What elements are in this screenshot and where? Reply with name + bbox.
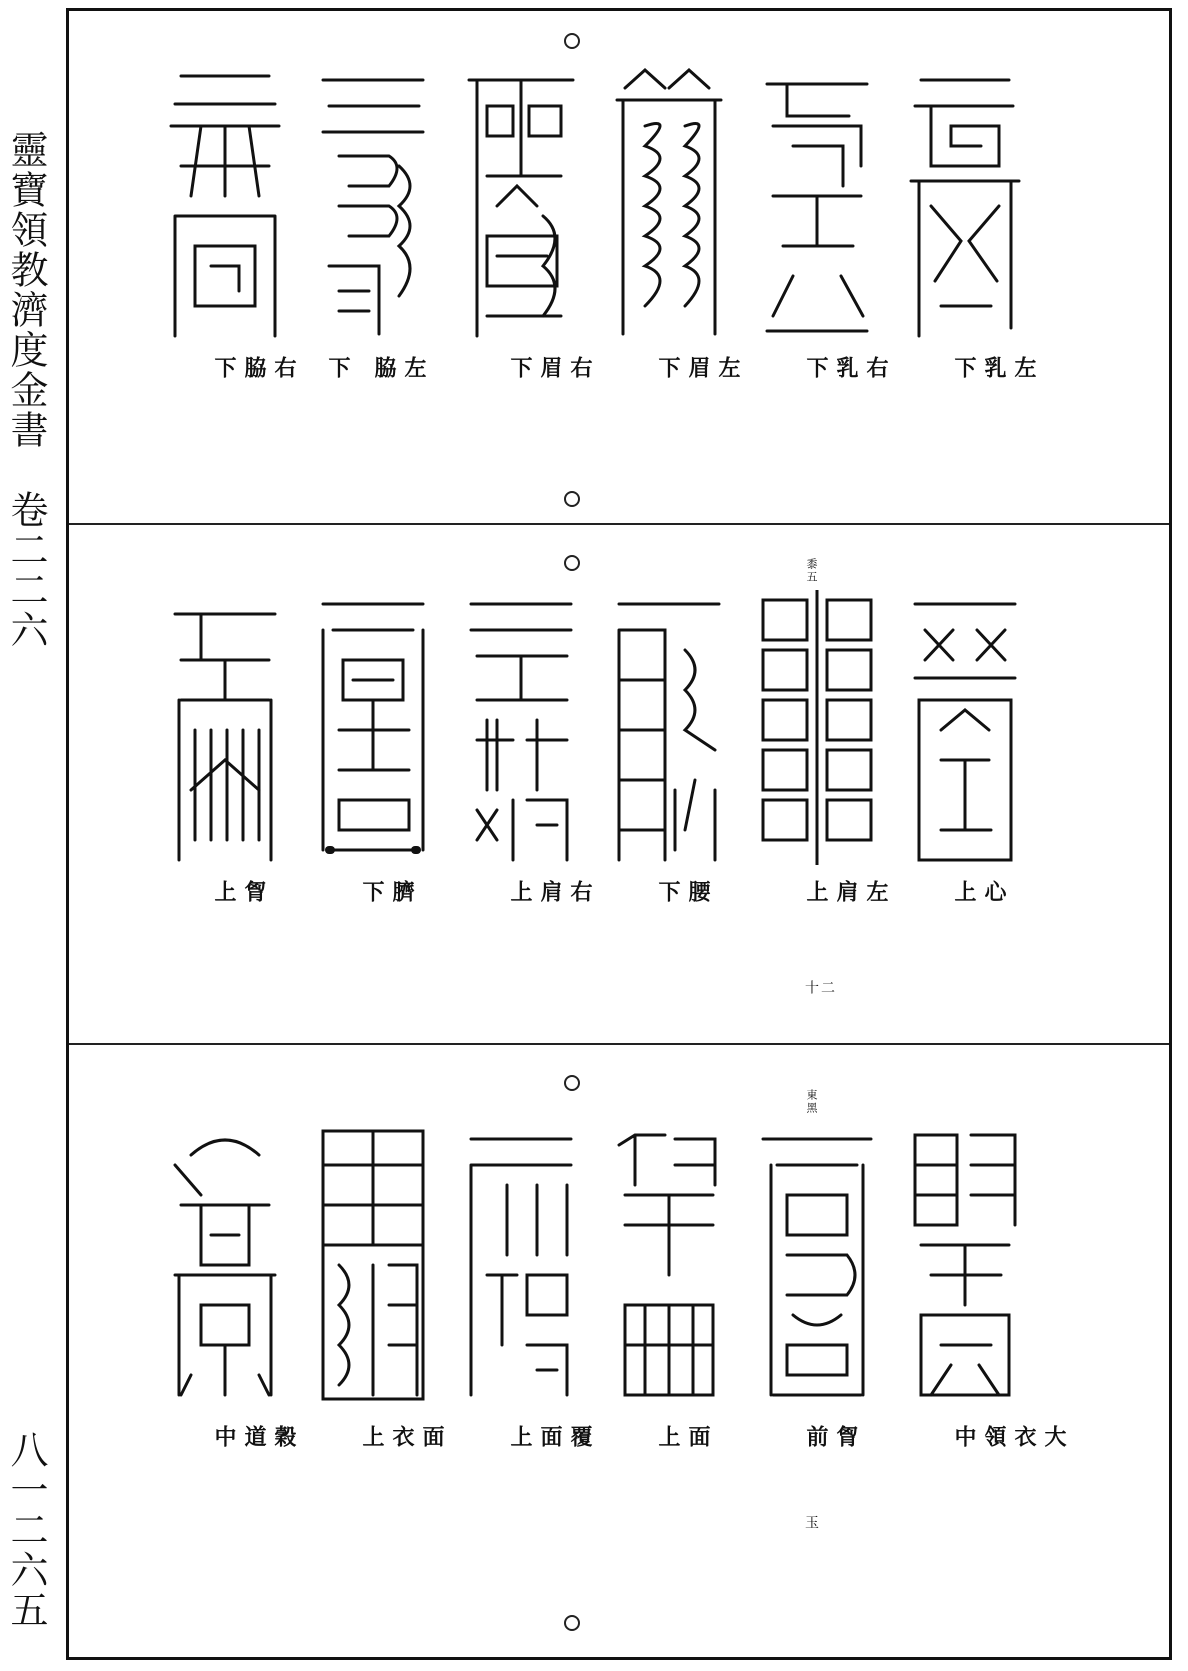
binding-hole-icon [564,1075,580,1091]
talisman-note: 黍五 [805,558,818,584]
talisman-label: 右脇下 [211,356,297,380]
talisman-label: 左脇 [371,356,427,380]
talisman-label: 右眉下 [507,356,593,380]
page-number: 八一二六五 [4,1430,48,1630]
binding-hole-icon [564,33,580,49]
seal-talisman-icon [309,1125,437,1405]
talisman-label: 腰下 [655,880,711,904]
talisman-panel-3 [69,1043,1169,1659]
binding-hole-icon [564,555,580,571]
seal-talisman-icon [457,590,585,865]
talisman-label: 左乳下 [951,356,1037,380]
talisman-label: 面衣上 [359,1425,445,1449]
seal-talisman-icon [309,66,437,341]
seal-talisman-icon [457,1125,585,1405]
seal-talisman-icon [605,1125,733,1405]
seal-talisman-icon [605,66,733,341]
binding-hole-icon [564,491,580,507]
talisman-label: 胷前 [803,1425,859,1449]
talisman-label: 心上 [951,880,1007,904]
talisman-label: 左肩上 [803,880,889,904]
talisman-label-part: 下 [325,356,351,380]
talisman-sub-label: 玉 [803,1515,819,1531]
volume-number: 卷二二六 [4,490,48,650]
talisman-note: 東黑 [805,1089,818,1115]
seal-talisman-icon [161,590,289,865]
book-title: 靈寶領教濟度金書 [4,130,48,450]
talisman-label: 面上 [655,1425,711,1449]
talisman-panel-2 [69,523,1169,1045]
seal-talisman-icon [753,66,881,341]
talisman-label: 右肩上 [507,880,593,904]
seal-talisman-icon [901,590,1029,865]
seal-talisman-icon [753,590,881,865]
seal-talisman-icon [753,1125,881,1405]
talisman-sub-label: 二十 [803,980,835,996]
talisman-label: 穀道中 [211,1425,297,1449]
seal-talisman-icon [161,1125,289,1405]
seal-talisman-icon [605,590,733,865]
talisman-label: 胷上 [211,880,267,904]
talisman-panel-1 [69,11,1169,523]
page-frame [66,8,1172,1660]
book-title-margin [4,130,48,650]
talisman-label: 右乳下 [803,356,889,380]
talisman-label: 覆面上 [507,1425,593,1449]
seal-talisman-icon [309,590,437,865]
seal-talisman-icon [901,66,1029,341]
talisman-label: 左眉下 [655,356,741,380]
talisman-label: 臍下 [359,880,415,904]
talisman-label: 大衣領中 [951,1425,1067,1449]
seal-talisman-icon [161,66,289,341]
seal-talisman-icon [457,66,585,341]
seal-talisman-icon [901,1125,1029,1405]
binding-hole-icon [564,1615,580,1631]
